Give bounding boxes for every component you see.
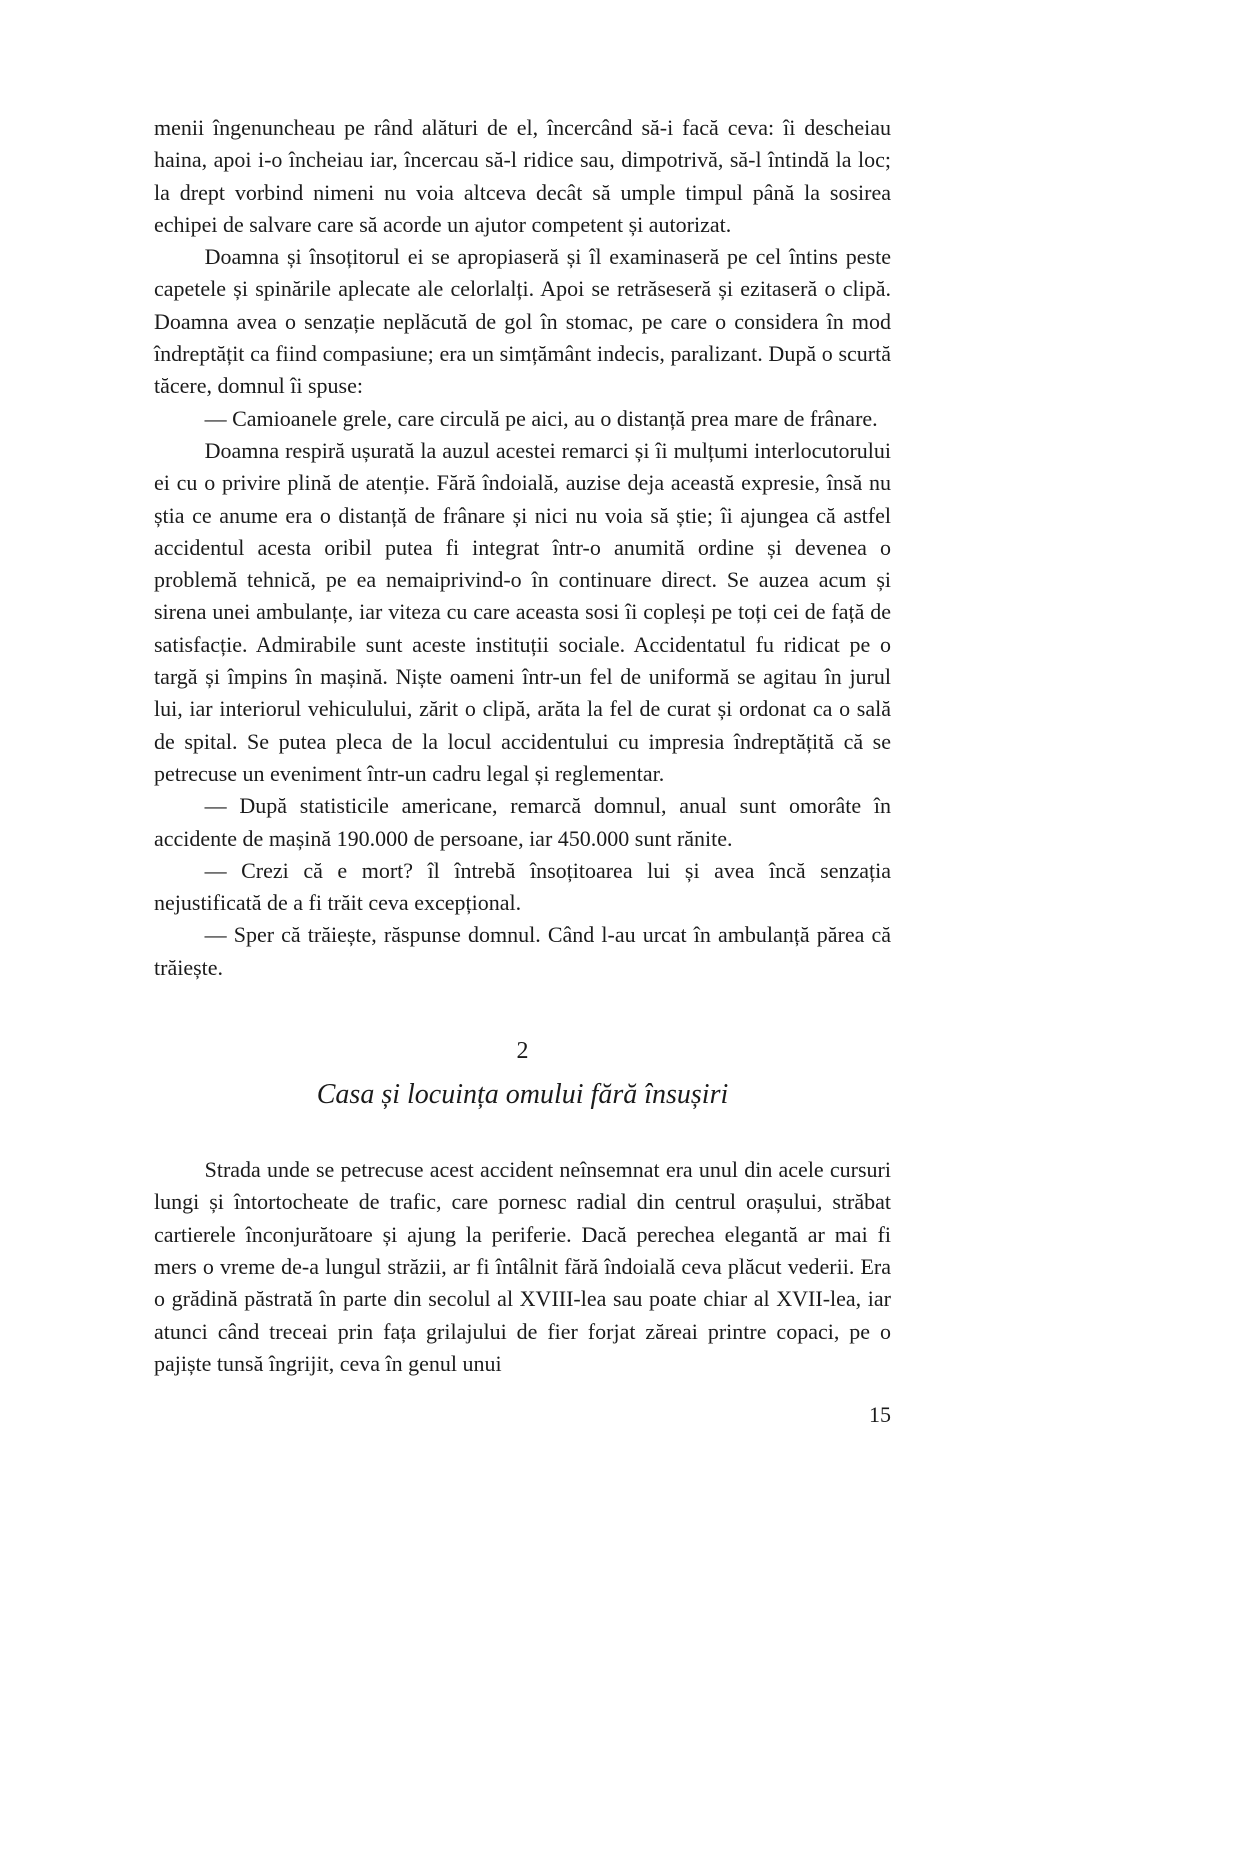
paragraph: Doamna și însoțitorul ei se apropiaseră și îl examinaseră pe cel întins peste capetele și spinările aplecate ale celorlalți. Apoi se retrăseseră și ezitaseră o clipă. Doamna avea o senzație neplăcută de gol în stomac, pe care o considera în mod îndreptățit ca fiind compasiune; era un simțământ indecis, paralizant. După o scurtă tăcere, domnul îi spuse: (154, 244, 891, 399)
text-block (154, 112, 891, 1380)
dialogue-paragraph: — Sper că trăiește, răspunse domnul. Când l-au urcat în ambulanță părea că trăiește. (154, 922, 891, 980)
chapter-title: Casa și locuința omului fără însușiri (316, 1079, 729, 1111)
paragraph: Doamna respiră ușurată la auzul acestei remarci și îi mulțumi interlocutorului ei cu o privire plină de atenție. Fără îndoială, auzise deja această expresie, însă nu știa ce anume era o distanță de frânare și nici nu voia să știe; îi ajungea că astfel accidentul acesta oribil putea fi integrat într-o anumită ordine și devenea o problemă tehnică, pe ea nemaiprivind-o în continuare direct. Se auzea acum și sirena unei ambulanțe, iar viteza cu care aceasta sosi îi copleși pe toți cei de față de satisfacție. Admirabile sunt aceste instituții sociale. Accidentatul fu ridicat pe o targă și împins în mașină. Niște oameni într-un fel de uniformă se agitau în jurul lui, iar interiorul vehiculului, zărit o clipă, arăta la fel de curat și ordonat ca o sală de spital. Se putea pleca de la locul accidentului cu impresia îndreptățită că se petrecuse un eveniment într-un cadru legal și reglementar. (154, 437, 891, 786)
dialogue-paragraph: — Crezi că e mort? îl întrebă însoțitoarea lui și avea încă senzația nejustificată de a fi trăit ceva excepțional. (154, 857, 891, 916)
chapter-number: 2 (516, 1038, 529, 1065)
page-number: 15 (869, 1402, 891, 1427)
paragraph: menii îngenuncheau pe rând alături de el, încercând să-i facă ceva: îi descheiau haina, apoi i-o încheiau iar, încercau să-l ridice sau, dimpotrivă, să-l întindă la loc; la drept vorbind nimeni nu voia altceva decât să umple timpul până la sosirea echipei de salvare care să acorde un ajutor competent și autorizat. (154, 115, 891, 237)
dialogue-paragraph: — După statisticile americane, remarcă domnul, anual sunt omorâte în accidente de mașină 190.000 de persoane, iar 450.000 sunt rănite. (154, 793, 891, 851)
paragraph: Strada unde se petrecuse acest accident neînsemnat era unul din acele cursuri lungi și întortocheate de trafic, care pornesc radial din centrul orașului, străbat cartierele înconjurătoare și ajung la periferie. Dacă perechea elegantă ar mai fi mers o vreme de-a lungul străzii, ar fi întâlnit fără îndoială ceva plăcut vederii. Era o grădină păstrată în parte din secolul al XVIII-lea sau poate chiar al XVII-lea, iar atunci când treceai prin fața grilajului de fier forjat zăreai printre copaci, pe o pajiște tunsă îngrijit, ceva în genul unui (154, 1157, 891, 1376)
dialogue-paragraph: — Camioanele grele, care circulă pe aici, au o distanță prea mare de frânare. (204, 405, 878, 431)
